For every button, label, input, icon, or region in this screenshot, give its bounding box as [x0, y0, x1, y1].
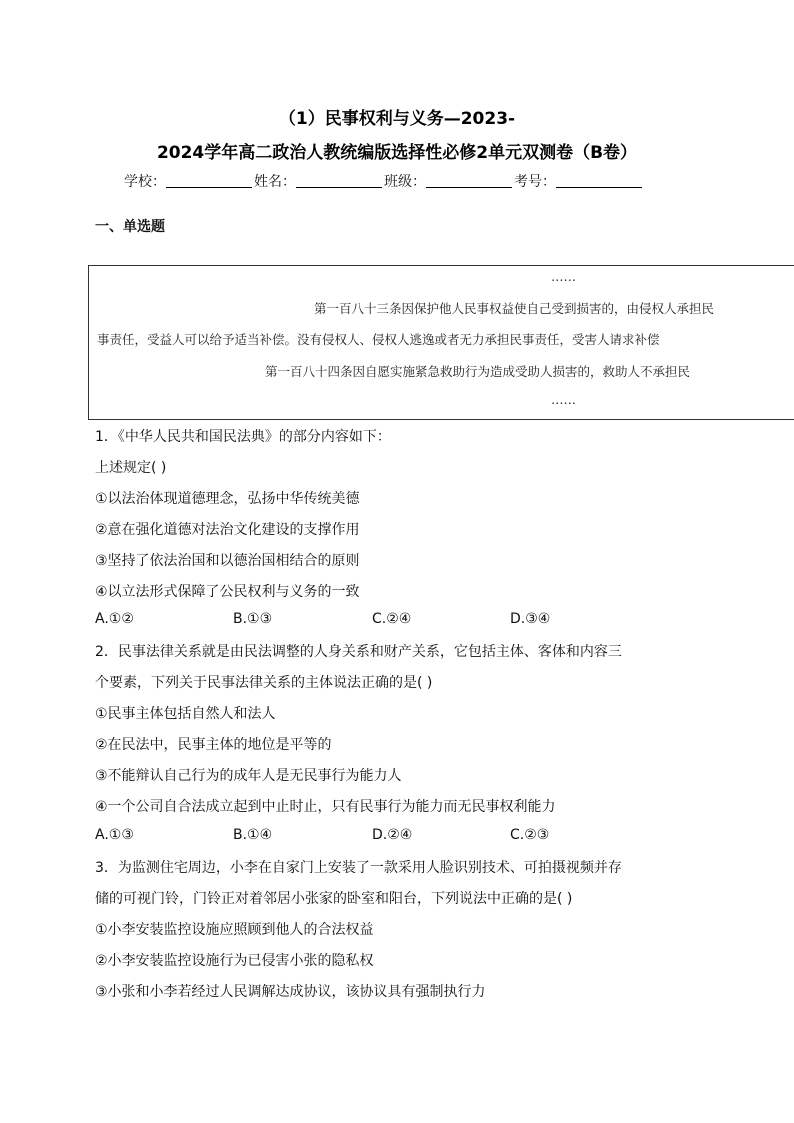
excerpt-box — [88, 265, 794, 420]
q1-option-d[interactable]: D.③④ — [510, 611, 551, 627]
q1-statement-3: ③坚持了依法治国和以德治国相结合的原则 — [95, 553, 360, 569]
excerpt-ellipsis-bottom: …… — [551, 392, 576, 407]
q3-statement-1: ①小李安装监控设施应照顾到他人的合法权益 — [95, 922, 374, 938]
exam-no-label: 考号： — [514, 174, 556, 190]
doc-title-line2: 2024学年高二政治人教统编版选择性必修2单元双测卷（B卷） — [156, 143, 638, 163]
name-label: 姓名： — [254, 174, 296, 190]
student-info-row — [124, 171, 644, 191]
section-title: 一、单选题 — [95, 219, 165, 235]
name-blank — [296, 173, 382, 188]
excerpt-ellipsis-top: …… — [551, 269, 576, 284]
q2-option-a[interactable]: A.①③ — [95, 827, 134, 843]
class-label: 班级： — [384, 174, 426, 190]
q3-statement-3: ③小张和小李若经过人民调解达成协议，该协议具有强制执行力 — [95, 984, 486, 1000]
q1-stem: 1．《中华人民共和国民法典》的部分内容如下： — [95, 429, 391, 445]
school-blank — [166, 173, 252, 188]
q3-statement-2: ②小李安装监控设施行为已侵害小张的隐私权 — [95, 953, 374, 969]
q2-statement-1: ①民事主体包括自然人和法人 — [95, 706, 276, 722]
doc-title-line1: （1）民事权利与义务—2023- — [278, 109, 516, 129]
q2-option-c[interactable]: C.②③ — [510, 827, 550, 843]
q1-option-b[interactable]: B.①③ — [233, 611, 273, 627]
q2-option-b[interactable]: B.①④ — [233, 827, 273, 843]
school-label: 学校： — [124, 174, 166, 190]
excerpt-article-183-line1: 第一百八十三条因保护他人民事权益使自己受到损害的，由侵权人承担民 — [314, 301, 715, 316]
exam-no-blank — [556, 173, 642, 188]
q2-stem-line2: 个要素，下列关于民事法律关系的主体说法正确的是( ) — [95, 675, 433, 691]
q2-statement-2: ②在民法中，民事主体的地位是平等的 — [95, 737, 332, 753]
q2-option-d[interactable]: D.②④ — [372, 827, 413, 843]
q1-statement-1: ①以法治体现道德理念，弘扬中华传统美德 — [95, 491, 360, 507]
q2-statement-4: ④一个公司自合法成立起到中止时止，只有民事行为能力而无民事权利能力 — [95, 799, 556, 815]
excerpt-article-184: 第一百八十四条因自愿实施紧急救助行为造成受助人损害的，救助人不承担民 — [265, 364, 691, 379]
q1-option-a[interactable]: A.①② — [95, 611, 134, 627]
excerpt-article-183-line2: 事责任，受益人可以给予适当补偿。没有侵权人、侵权人逃逸或者无力承担民事责任，受害人请求补偿 — [97, 332, 660, 347]
q1-option-c[interactable]: C.②④ — [372, 611, 412, 627]
q3-stem-line1: 3．为监测住宅周边，小李在自家门上安装了一款采用人脸识别技术、可拍摄视频并存 — [95, 860, 622, 876]
class-blank — [426, 173, 512, 188]
q2-stem-line1: 2．民事法律关系就是由民法调整的人身关系和财产关系，它包括主体、客体和内容三 — [95, 644, 622, 660]
q1-prompt: 上述规定( ) — [95, 460, 167, 476]
q2-statement-3: ③不能辩认自己行为的成年人是无民事行为能力人 — [95, 768, 402, 784]
q1-statement-4: ④以立法形式保障了公民权利与义务的一致 — [95, 584, 360, 600]
q1-statement-2: ②意在强化道德对法治文化建设的支撑作用 — [95, 522, 360, 538]
q3-stem-line2: 储的可视门铃，门铃正对着邻居小张家的卧室和阳台，下列说法中正确的是( ) — [95, 891, 573, 907]
